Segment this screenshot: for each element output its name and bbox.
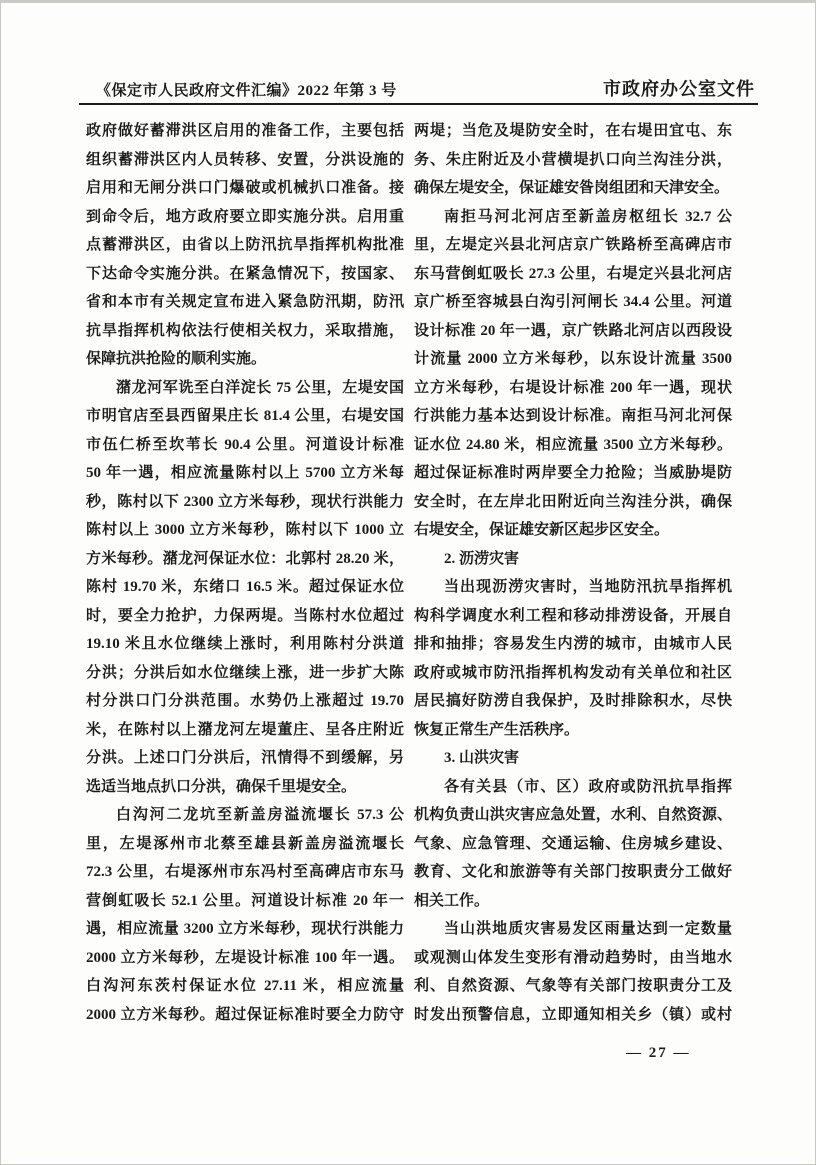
text-line: 居民搞好防涝自我保护，及时排除积水，尽快 — [414, 693, 732, 709]
text-line: 2000 立方米每秒。超过保证标准时要全力防守 — [86, 1006, 404, 1023]
text-line: 2. 沥涝灾害 — [444, 550, 520, 567]
text-line: 政府或城市防汛指挥机构发动有关单位和社区 — [414, 664, 732, 681]
text-line: 抗旱指挥机构依法行使相关权力，采取措施， — [86, 322, 404, 339]
text-line: 启用和无闸分洪口门爆破或机械扒口准备。接 — [86, 180, 404, 196]
text-line: 证水位 24.80 米，相应流量 3500 立方米每秒。 — [414, 436, 732, 453]
paragraph — [86, 801, 404, 1029]
text-line: 时发出预警信息，立即通知相关乡（镇）或村 — [414, 1006, 732, 1023]
text-line: 确保左堤安全，保证雄安昝岗组团和天津安全。 — [414, 180, 730, 196]
text-line: 市伍仁桥至坎苇长 90.4 公里。河道设计标准 — [86, 436, 404, 453]
text-line: 当山洪地质灾害易发区雨量达到一定数量 — [444, 921, 732, 937]
paragraph — [414, 773, 732, 916]
paragraph — [414, 545, 732, 574]
text-line: 陈村 19.70 米，东绪口 16.5 米。超过保证水位 — [86, 579, 404, 595]
text-line: 设计标准 20 年一遇，京广铁路北河店以西段设 — [414, 322, 732, 339]
text-line: 米，在陈村以上潴龙河左堤董庄、呈各庄附近 — [86, 721, 404, 738]
text-line: 气象、应急管理、交通运输、住房城乡建设、 — [414, 835, 732, 852]
text-column-left — [86, 117, 404, 1029]
text-line: 省和本市有关规定宣布进入紧急防汛期，防汛 — [86, 294, 404, 310]
text-line: 组织蓄滞洪区内人员转移、安置，分洪设施的 — [86, 151, 404, 168]
text-line: 遇，相应流量 3200 立方米每秒，现状行洪能力 — [86, 921, 404, 937]
text-column-right — [414, 117, 732, 1029]
text-line: 安全时，在左岸北田附近向兰沟洼分洪，确保 — [414, 493, 732, 510]
text-line: 里，左堤涿州市北蔡至雄县新盖房溢流堰长 — [86, 835, 404, 852]
text-line: 选适当地点扒口分洪，确保千里堤安全。 — [86, 778, 357, 795]
text-line: 50 年一遇，相应流量陈村以上 5700 立方米每 — [86, 465, 404, 481]
text-line: 构科学调度水利工程和移动排涝设备，开展自 — [414, 607, 732, 624]
text-line: 白沟河二龙坑至新盖房溢流堰长 57.3 公 — [116, 807, 404, 823]
paragraph — [414, 117, 732, 203]
text-line: 机构负责山洪灾害应急处置，水利、自然资源、 — [414, 807, 732, 823]
text-line: 教育、文化和旅游等有关部门按职责分工做好 — [414, 864, 732, 880]
text-line: 秒，陈村以下 2300 立方米每秒，现状行洪能力 — [86, 493, 404, 510]
paragraph — [414, 744, 732, 773]
text-line: 南拒马河北河店至新盖房枢纽长 32.7 公 — [444, 208, 732, 225]
text-line: 当出现沥涝灾害时，当地防汛抗旱指挥机 — [444, 579, 732, 595]
text-line: 京广桥至容城县白沟引河闸长 34.4 公里。河道 — [414, 294, 732, 310]
paragraph — [86, 374, 404, 802]
text-line: 务、朱庄附近及小营横堤扒口向兰沟洼分洪， — [414, 151, 732, 168]
text-line: 两堤；当危及堤防安全时，在右堤田宜屯、东 — [414, 123, 732, 139]
text-line: 超过保证标准时两岸要全力抢险；当威胁堤防 — [414, 465, 732, 481]
text-line: 立方米每秒，右堤设计标准 200 年一遇，现状 — [414, 379, 732, 396]
text-line: 各有关县（市、区）政府或防汛抗旱指挥 — [444, 778, 732, 795]
text-line: 排和抽排；容易发生内涝的城市，由城市人民 — [414, 636, 732, 652]
text-line: 潴龙河军诜至白洋淀长 75 公里，左堤安国 — [116, 379, 404, 396]
text-line: 3. 山洪灾害 — [444, 750, 520, 766]
header-rule — [79, 103, 758, 105]
text-line: 19.10 米且水位继续上涨时，利用陈村分洪道 — [86, 636, 404, 652]
text-line: 或观测山体发生变形有滑动趋势时，由当地水 — [414, 949, 732, 966]
text-line: 陈村以上 3000 立方米每秒，陈村以下 1000 立 — [86, 522, 404, 538]
text-line: 行洪能力基本达到设计标准。南拒马河北河保 — [414, 408, 732, 424]
text-line: 恢复正常生产生活秩序。 — [414, 721, 580, 738]
text-line: 2000 立方米每秒，左堤设计标准 100 年一遇。 — [86, 949, 404, 966]
page-number: — 27 — — [626, 1045, 691, 1061]
text-line: 白沟河东茨村保证水位 27.11 米，相应流量 — [86, 978, 404, 994]
text-line: 下达命令实施分洪。在紧急情况下，按国家、 — [86, 265, 404, 282]
paragraph — [86, 117, 404, 374]
text-line: 方米每秒。潴龙河保证水位：北郭村 28.20 米， — [86, 550, 404, 567]
header-journal-title: 《保定市人民政府文件汇编》2022 年第 3 号 — [96, 83, 397, 99]
text-line: 分洪。上述口门分洪后，汛情得不到缓解，另 — [86, 750, 404, 766]
text-line: 东马营倒虹吸长 27.3 公里，右堤定兴县北河店 — [414, 265, 732, 282]
text-line: 时，要全力抢护，力保两堤。当陈村水位超过 — [86, 607, 404, 624]
text-line: 市明官店至县西留果庄长 81.4 公里，右堤安国 — [86, 408, 404, 424]
text-line: 里，左堤定兴县北河店京广铁路桥至高碑店市 — [414, 237, 732, 253]
text-line: 村分洪口门分洪范围。水势仍上涨超过 19.70 — [86, 693, 404, 709]
text-line: 到命令后，地方政府要立即实施分洪。启用重 — [86, 208, 404, 225]
paragraph — [414, 915, 732, 1029]
text-line: 相关工作。 — [414, 892, 490, 909]
text-line: 分洪；分洪后如水位继续上涨，进一步扩大陈 — [86, 664, 404, 681]
text-line: 计流量 2000 立方米每秒，以东设计流量 3500 — [414, 351, 732, 367]
text-line: 利、自然资源、气象等有关部门按职责分工及 — [414, 978, 732, 994]
text-line: 营倒虹吸长 52.1 公里。河道设计标准 20 年一 — [86, 892, 404, 909]
text-line: 政府做好蓄滞洪区启用的准备工作，主要包括 — [86, 123, 404, 139]
text-line: 72.3 公里，右堤涿州市东冯村至高碑店市东马 — [86, 864, 404, 880]
text-line: 保障抗洪抢险的顺利实施。 — [86, 351, 267, 367]
text-line: 点蓄滞洪区，由省以上防汛抗旱指挥机构批准 — [86, 237, 404, 253]
paragraph — [414, 203, 732, 545]
paragraph — [414, 573, 732, 744]
text-line: 右堤安全，保证雄安新区起步区安全。 — [414, 522, 670, 538]
header-office-label: 市政府办公室文件 — [603, 79, 755, 99]
